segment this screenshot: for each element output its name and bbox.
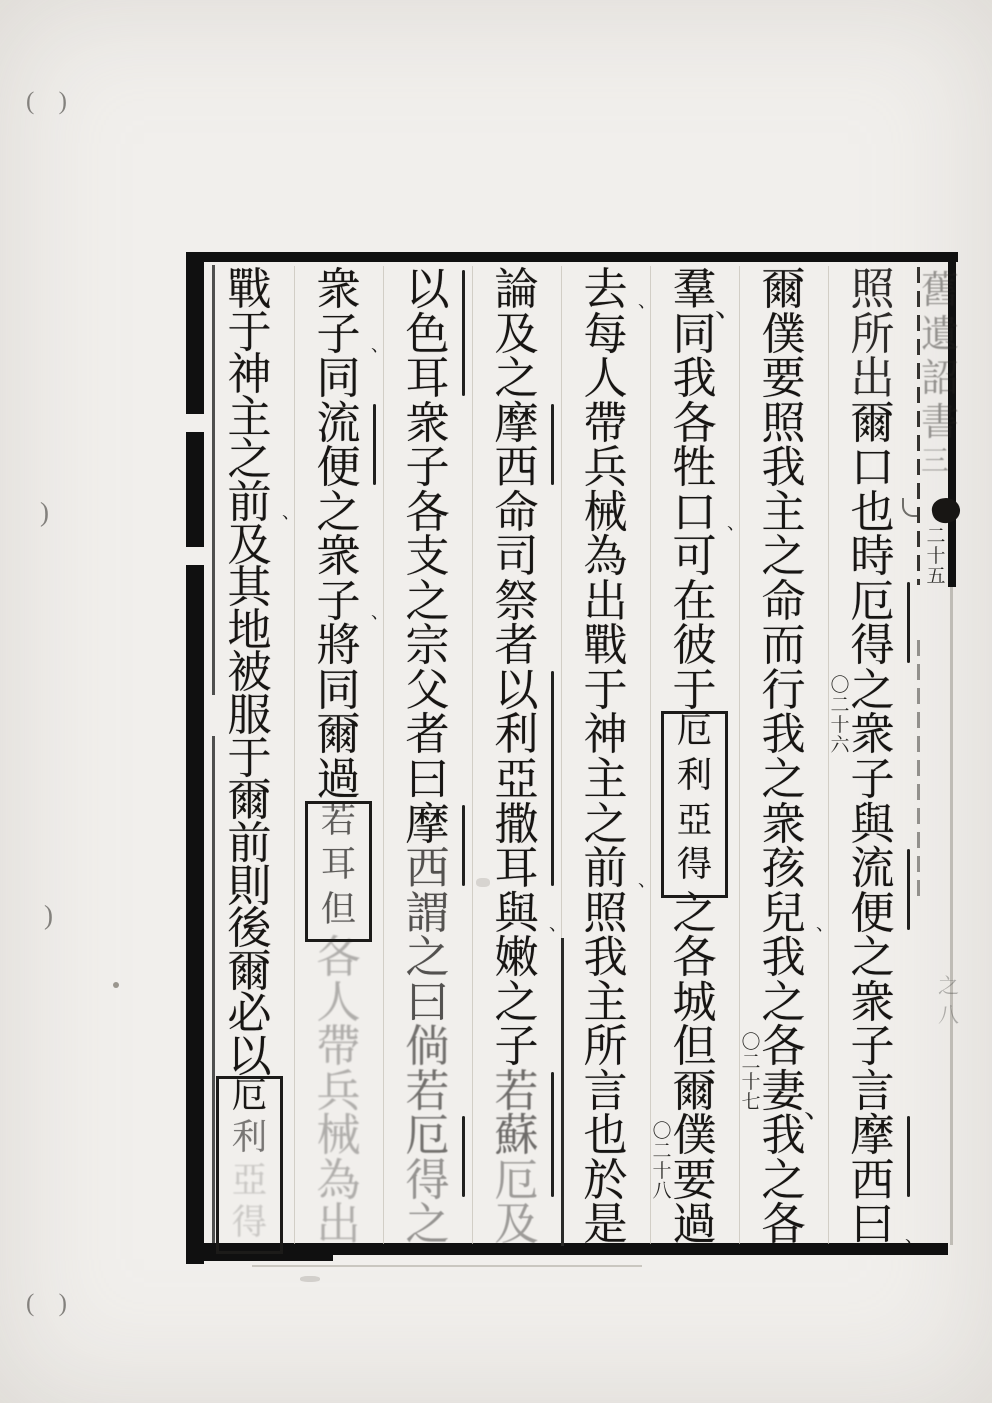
han-character: 命: [494, 487, 539, 537]
han-character: 祭: [494, 576, 539, 626]
han-character: 彼: [672, 621, 717, 671]
han-character: 我: [761, 443, 806, 493]
han-character: 但: [672, 1022, 717, 1072]
han-character: 城: [672, 977, 717, 1027]
han-character: 要: [761, 354, 806, 404]
han-character: 每: [583, 309, 628, 359]
page-frame-border-right-faint: [950, 587, 953, 1245]
verse-number-marker: [925, 527, 947, 587]
han-character: 之: [761, 1155, 806, 1205]
text-column-c7: [294, 265, 389, 1250]
han-character: 同: [672, 309, 717, 359]
han-character: 我: [583, 933, 628, 983]
place-name-box: [661, 711, 728, 897]
han-character: 若: [405, 1066, 450, 1116]
han-character: 之: [672, 888, 717, 938]
verse-number-character: 〇: [741, 1031, 761, 1053]
han-character: 照: [850, 265, 895, 314]
han-character: 耳: [494, 844, 539, 894]
han-character: 衆: [405, 398, 450, 448]
verse-number-character: 七: [741, 1091, 761, 1113]
han-character: 于: [227, 733, 272, 783]
running-title-character: 書: [921, 402, 960, 444]
han-character: 及: [494, 1200, 539, 1250]
han-character: 之: [761, 977, 806, 1027]
han-character: 出: [583, 576, 628, 626]
verse-number-character: 五: [926, 565, 946, 587]
han-character: 僕: [672, 1111, 717, 1161]
han-character: 便: [316, 443, 361, 493]
han-character: 人: [316, 977, 361, 1027]
text-column-c4: [561, 265, 672, 1250]
han-character: 械: [316, 1111, 361, 1161]
han-character: 以: [405, 265, 450, 314]
han-character: 嫩: [494, 933, 539, 983]
running-title-character: 三: [921, 446, 950, 477]
verse-number-character: 六: [830, 735, 850, 757]
paper-speck: [113, 982, 119, 988]
verse-number-marker: [740, 1033, 762, 1113]
han-character: 曰: [850, 1200, 895, 1250]
han-character: 曰: [405, 755, 450, 804]
han-character: 命: [761, 576, 806, 626]
han-character: 得: [850, 621, 895, 671]
han-character: 各: [316, 933, 361, 983]
han-character: 亞: [494, 755, 539, 804]
han-character: 將: [316, 621, 361, 671]
han-character: 同: [316, 354, 361, 404]
han-character: 司: [494, 532, 539, 582]
han-character: 子: [850, 755, 895, 804]
han-character: 曰: [405, 977, 450, 1027]
page-frame-border-top: [186, 252, 958, 262]
han-character: 便: [850, 888, 895, 938]
han-character: 出: [316, 1200, 361, 1250]
han-character: 爾: [761, 265, 806, 314]
han-character: 各: [761, 1200, 806, 1250]
han-character: 摩: [494, 398, 539, 448]
verse-number-character: 〇: [652, 1120, 672, 1142]
han-character: 是: [583, 1200, 628, 1250]
han-character: 于: [672, 665, 717, 715]
han-character: 之: [405, 933, 450, 983]
han-character: 妻: [761, 1066, 806, 1116]
text-column-c3: [650, 265, 761, 1250]
person-name-mark: [551, 404, 554, 485]
han-character: 支: [405, 532, 450, 582]
han-character: 可: [672, 532, 717, 582]
han-character: 子: [494, 1022, 539, 1072]
text-column-c8: [205, 265, 300, 1247]
han-character: 而: [761, 621, 806, 671]
han-character: 倘: [405, 1022, 450, 1072]
han-character: 之: [405, 576, 450, 626]
han-character: 孩: [761, 844, 806, 894]
han-character: 亞: [676, 800, 713, 840]
han-character: 若: [320, 800, 357, 840]
han-character: 所: [583, 1022, 628, 1072]
verse-number-character: 二: [926, 526, 946, 547]
verse-number-character: 八: [652, 1180, 672, 1202]
han-character: 若: [494, 1066, 539, 1116]
han-character: 耳: [320, 845, 357, 885]
verse-number-marker: [829, 676, 851, 756]
han-character: 主: [583, 977, 628, 1027]
han-character: 之: [405, 1200, 450, 1250]
han-character: 宗: [405, 621, 450, 671]
pause-mark: 、: [816, 914, 834, 935]
han-character: 撒: [494, 799, 539, 849]
frame-bottom-ghost-line: [252, 1265, 642, 1267]
han-character: 者: [405, 710, 450, 760]
han-character: 衆: [761, 799, 806, 849]
place-name-box: [305, 801, 372, 943]
pause-mark: 、: [727, 513, 745, 534]
han-character: 為: [583, 532, 628, 582]
pause-mark: 、: [715, 289, 745, 323]
han-character: 過: [316, 755, 361, 804]
person-name-mark: [907, 582, 910, 663]
person-name-mark: [907, 849, 910, 930]
han-character: 在: [672, 576, 717, 626]
han-character: 子: [316, 576, 361, 626]
han-character: 于: [583, 665, 628, 715]
margin-mark-bottom-left: ( ): [26, 1290, 76, 1317]
han-character: 也: [583, 1111, 628, 1161]
han-character: 各: [405, 487, 450, 537]
han-character: 牲: [672, 443, 717, 493]
person-name-mark: [462, 805, 465, 886]
han-character: 之: [850, 933, 895, 983]
han-character: 之: [761, 755, 806, 804]
han-character: 械: [583, 487, 628, 537]
han-character: 兒: [761, 888, 806, 938]
han-character: 帶: [316, 1022, 361, 1072]
verse-number-character: 十: [830, 715, 850, 737]
han-character: 但: [320, 889, 357, 929]
han-character: 於: [583, 1155, 628, 1205]
han-character: 論: [494, 265, 539, 314]
han-character: 摩: [850, 1111, 895, 1161]
han-character: 照: [583, 888, 628, 938]
han-character: 衆: [316, 265, 361, 314]
han-character: 衆: [850, 977, 895, 1027]
person-name-mark: [551, 671, 554, 886]
han-character: 摩: [405, 799, 450, 849]
verse-number-character: 十: [926, 545, 946, 567]
text-column-c1: [828, 265, 923, 1250]
han-character: 得: [231, 1203, 268, 1243]
han-character: 及: [227, 520, 272, 570]
han-character: 西: [494, 443, 539, 493]
han-character: 照: [761, 398, 806, 448]
han-character: 羣: [672, 265, 717, 314]
han-character: 之: [316, 487, 361, 537]
running-title-character: 遺: [921, 314, 960, 356]
han-character: 衆: [850, 710, 895, 760]
han-character: 及: [494, 309, 539, 359]
han-character: 利: [231, 1118, 268, 1158]
han-character: 兵: [583, 443, 628, 493]
han-character: 神: [227, 350, 272, 400]
han-character: 爾: [227, 946, 272, 996]
place-name-box: [216, 1076, 283, 1254]
han-character: 之: [761, 532, 806, 582]
han-character: 地: [227, 605, 272, 655]
running-title-character: 詔: [921, 358, 960, 400]
margin-mark-top-left: ( ): [26, 88, 76, 115]
pause-mark: 、: [905, 1225, 923, 1246]
person-name-mark: [373, 404, 376, 485]
han-character: 必: [227, 989, 272, 1039]
han-character: 各: [761, 1022, 806, 1072]
han-character: 各: [672, 933, 717, 983]
han-character: 戰: [227, 265, 272, 314]
han-character: 主: [583, 755, 628, 804]
han-character: 以: [494, 665, 539, 715]
frame-left-gap: [184, 547, 206, 565]
verse-number-character: 二: [830, 695, 850, 717]
verse-number-character: 十: [741, 1071, 761, 1093]
han-character: 前: [227, 478, 272, 528]
pause-mark: 、: [371, 335, 389, 356]
han-character: 爾: [227, 776, 272, 826]
han-character: 各: [672, 398, 717, 448]
han-character: 以: [227, 1031, 272, 1081]
frame-left-gap: [184, 414, 206, 432]
han-character: 僕: [761, 309, 806, 359]
margin-mark-lower-left: ): [44, 900, 53, 930]
verse-number-character: 二: [741, 1051, 761, 1073]
page-frame-border-left: [186, 252, 204, 1264]
han-character: 之: [850, 665, 895, 715]
han-character: 之: [494, 977, 539, 1027]
han-character: 爾: [316, 710, 361, 760]
han-character: 服: [227, 691, 272, 741]
han-character: 我: [672, 354, 717, 404]
han-character: 後: [227, 904, 272, 954]
han-character: 子: [405, 443, 450, 493]
han-character: 厄: [231, 1075, 268, 1115]
han-character: 得: [405, 1155, 450, 1205]
pause-mark: 、: [804, 1091, 834, 1125]
han-character: 人: [583, 354, 628, 404]
han-character: 我: [761, 710, 806, 760]
verse-number-character: 〇: [830, 675, 850, 697]
han-character: 爾: [850, 398, 895, 448]
pause-mark: 、: [638, 290, 656, 311]
pause-mark: 、: [371, 602, 389, 623]
han-character: 者: [494, 621, 539, 671]
column-rule-dark-dashed: [917, 640, 920, 900]
han-character: 則: [227, 861, 272, 911]
han-character: 流: [316, 398, 361, 448]
leaf-number-character: 八: [938, 1003, 959, 1028]
han-character: 之: [583, 799, 628, 849]
person-name-mark: [551, 1072, 554, 1198]
han-character: 主: [227, 392, 272, 442]
han-character: 同: [316, 665, 361, 715]
person-name-mark: [462, 270, 465, 396]
pause-mark: 、: [549, 914, 567, 935]
person-name-mark: [907, 1116, 910, 1197]
han-character: 兵: [316, 1066, 361, 1116]
han-character: 過: [672, 1200, 717, 1250]
han-character: 與: [850, 799, 895, 849]
han-character: 衆: [316, 532, 361, 582]
han-character: 言: [850, 1066, 895, 1116]
margin-mark-middle-left: ): [40, 497, 49, 527]
han-character: 時: [850, 532, 895, 582]
han-character: 蘇: [494, 1111, 539, 1161]
han-character: 前: [583, 844, 628, 894]
verse-number-character: 二: [652, 1140, 672, 1162]
text-column-c5: [472, 265, 567, 1250]
han-character: 為: [316, 1155, 361, 1205]
han-character: 謂: [405, 888, 450, 938]
han-character: 行: [761, 665, 806, 715]
text-column-c6: [383, 265, 472, 1250]
han-character: 與: [494, 888, 539, 938]
han-character: 厄: [405, 1111, 450, 1161]
han-character: 出: [850, 354, 895, 404]
han-character: 于: [227, 307, 272, 357]
han-character: 言: [583, 1066, 628, 1116]
han-character: 帶: [583, 398, 628, 448]
person-name-mark: [462, 1116, 465, 1197]
margin-leaf-number: [938, 972, 960, 1031]
han-character: 利: [494, 710, 539, 760]
han-character: 口: [672, 487, 717, 537]
han-character: 爾: [672, 1066, 717, 1116]
paper-speck: [300, 1276, 320, 1282]
han-character: 得: [676, 845, 713, 885]
pause-mark: 、: [282, 502, 300, 523]
han-character: 子: [850, 1022, 895, 1072]
han-character: 前: [227, 818, 272, 868]
leaf-number-character: 之: [938, 974, 959, 998]
han-character: 子: [316, 309, 361, 359]
han-character: 也: [850, 487, 895, 537]
han-character: 父: [405, 665, 450, 715]
han-character: 利: [676, 756, 713, 795]
han-character: 之: [227, 435, 272, 485]
han-character: 被: [227, 648, 272, 698]
han-character: 我: [761, 1111, 806, 1161]
pause-mark: 、: [638, 869, 656, 890]
han-character: 去: [583, 265, 628, 314]
verse-number-marker: [651, 1122, 673, 1202]
han-character: 色: [405, 309, 450, 359]
han-character: 神: [583, 710, 628, 760]
han-character: 之: [494, 354, 539, 404]
han-character: 流: [850, 844, 895, 894]
han-character: 我: [761, 933, 806, 983]
han-character: 口: [850, 443, 895, 493]
running-title-character: 舊: [921, 270, 960, 312]
han-character: 西: [850, 1155, 895, 1205]
han-character: 所: [850, 309, 895, 359]
han-character: 耳: [405, 354, 450, 404]
han-character: 主: [761, 487, 806, 537]
han-character: 厄: [494, 1155, 539, 1205]
han-character: 西: [405, 844, 450, 894]
han-character: 戰: [583, 621, 628, 671]
han-character: 厄: [676, 711, 713, 751]
han-character: 其: [227, 563, 272, 613]
han-character: 亞: [231, 1160, 268, 1200]
verse-number-character: 十: [652, 1160, 672, 1182]
han-character: 厄: [850, 576, 895, 626]
han-character: 要: [672, 1155, 717, 1205]
